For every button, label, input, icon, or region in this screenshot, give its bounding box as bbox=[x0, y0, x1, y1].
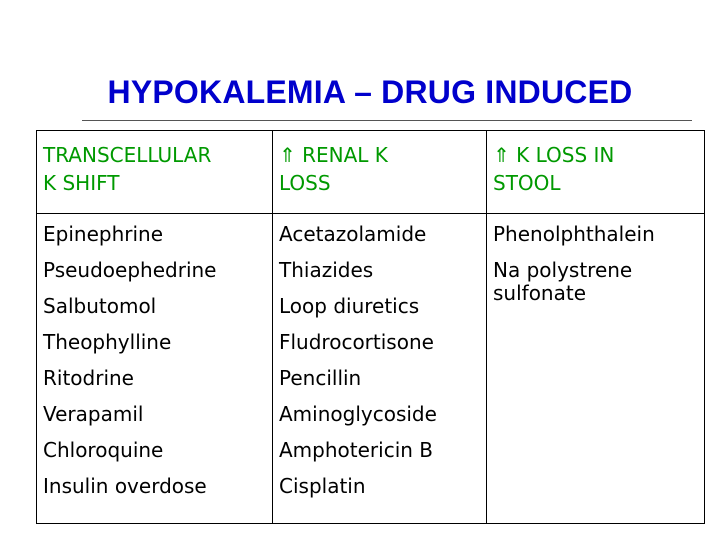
header-line: TRANSCELLULAR bbox=[43, 143, 212, 167]
list-item: Loop diuretics bbox=[279, 294, 420, 318]
header-renal-k-loss bbox=[273, 131, 487, 214]
up-double-arrow-icon: ⇑ bbox=[493, 143, 510, 167]
list-item: Salbutomol bbox=[43, 294, 157, 318]
list-item: Pseudoephedrine bbox=[43, 258, 217, 282]
list-item: Amphotericin B bbox=[279, 438, 434, 462]
header-line-text: RENAL K bbox=[302, 143, 388, 167]
header-line bbox=[279, 141, 480, 169]
table-body-row bbox=[37, 214, 705, 524]
list-item: Aminoglycoside bbox=[279, 402, 437, 426]
list-item: Pencillin bbox=[279, 366, 362, 390]
list-item: Acetazolamide bbox=[279, 222, 427, 246]
list-item: Cisplatin bbox=[279, 474, 366, 498]
header-line-text: K LOSS IN bbox=[516, 143, 615, 167]
drug-table bbox=[36, 130, 705, 524]
list-item: Fludrocortisone bbox=[279, 330, 434, 354]
renal-drug-list bbox=[273, 214, 487, 524]
header-line bbox=[493, 141, 698, 169]
transcellular-drug-list bbox=[37, 214, 273, 524]
list-item: Verapamil bbox=[43, 402, 144, 426]
list-item: Phenolphthalein bbox=[493, 222, 655, 246]
up-double-arrow-icon: ⇑ bbox=[279, 143, 296, 167]
header-transcellular-k-shift bbox=[37, 131, 273, 214]
list-item: Chloroquine bbox=[43, 438, 164, 462]
list-item: Ritodrine bbox=[43, 366, 134, 390]
title-divider bbox=[82, 120, 692, 121]
table-header-row bbox=[37, 131, 705, 214]
list-item: Epinephrine bbox=[43, 222, 163, 246]
header-line: STOOL bbox=[493, 171, 561, 195]
list-item: Theophylline bbox=[43, 330, 172, 354]
header-line: K SHIFT bbox=[43, 171, 120, 195]
list-item: sulfonate bbox=[493, 281, 587, 305]
stool-drug-list bbox=[487, 214, 705, 524]
header-line: LOSS bbox=[279, 171, 331, 195]
list-item: Insulin overdose bbox=[43, 474, 207, 498]
slide-title: HYPOKALEMIA – DRUG INDUCED bbox=[107, 74, 633, 110]
list-item: Thiazides bbox=[279, 258, 374, 282]
header-k-loss-in-stool bbox=[487, 131, 705, 214]
list-item: Na polystrene bbox=[493, 258, 633, 282]
